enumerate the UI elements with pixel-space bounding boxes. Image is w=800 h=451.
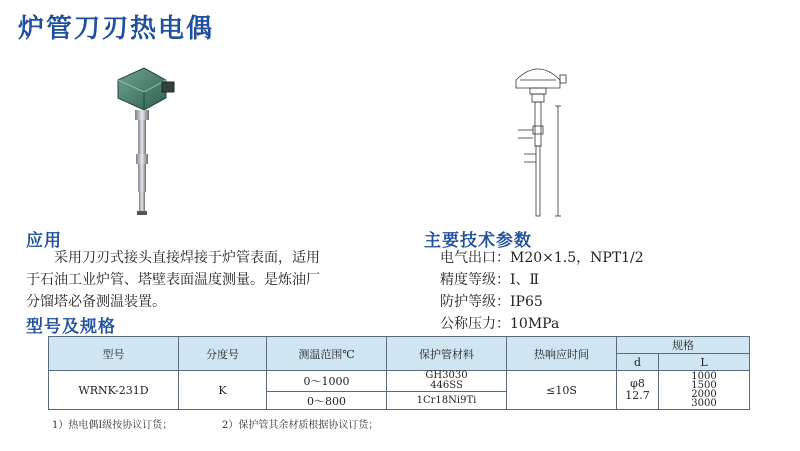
material-line: GH3030 bbox=[425, 370, 468, 381]
header-range: 测温范围℃ bbox=[267, 337, 387, 371]
cell-model: WRNK-231D bbox=[49, 371, 179, 410]
header-spec: 规格 bbox=[617, 337, 750, 354]
header-model: 型号 bbox=[49, 337, 179, 371]
application-line: 分馏塔必备测温装置。 bbox=[26, 294, 166, 310]
spec-item: 精度等级：Ⅰ、Ⅱ bbox=[440, 272, 540, 288]
spec-item: 公称压力：10MPa bbox=[440, 316, 560, 332]
page-title: 炉管刀刃热电偶 bbox=[18, 14, 215, 44]
specs-list bbox=[440, 247, 644, 335]
header-response: 热响应时间 bbox=[507, 337, 617, 371]
application-line: 采用刀刃式接头直接焊接于炉管表面，适用 bbox=[26, 250, 320, 266]
cell-material bbox=[387, 371, 507, 392]
d-value: φ8 bbox=[630, 377, 645, 390]
cell-L bbox=[659, 371, 750, 410]
spec-item: 电气出口：M20×1.5，NPT1/2 bbox=[440, 250, 644, 266]
spec-table bbox=[48, 336, 750, 410]
header-L: L bbox=[659, 354, 750, 371]
cell-range: 0～800 bbox=[267, 392, 387, 410]
specs-heading: 主要技术参数 bbox=[424, 231, 532, 251]
application-line: 于石油工业炉管、塔壁表面温度测量。是炼油厂 bbox=[26, 272, 320, 288]
model-heading: 型号及规格 bbox=[26, 317, 116, 337]
header-graduation: 分度号 bbox=[179, 337, 267, 371]
application-heading: 应用 bbox=[26, 231, 62, 251]
cell-material: 1Cr18Ni9Ti bbox=[387, 392, 507, 410]
cell-d bbox=[617, 371, 659, 410]
material-line: 446SS bbox=[430, 380, 463, 391]
header-d: d bbox=[617, 354, 659, 371]
cell-graduation: K bbox=[179, 371, 267, 410]
L-value: 1500 bbox=[691, 380, 717, 391]
L-value: 2000 bbox=[691, 389, 717, 400]
d-value: 12.7 bbox=[625, 389, 650, 402]
application-text bbox=[26, 247, 320, 313]
spec-item: 防护等级：IP65 bbox=[440, 294, 543, 310]
cell-range: 0～1000 bbox=[267, 371, 387, 392]
footnote-2: 2）保护管其余材质根据协议订货； bbox=[222, 420, 379, 431]
header-material: 保护管材料 bbox=[387, 337, 507, 371]
L-value: 1000 bbox=[691, 371, 717, 382]
footnote-1: 1）热电偶I级按协议订货； bbox=[52, 420, 173, 431]
L-value: 3000 bbox=[691, 398, 717, 409]
product-photo bbox=[100, 58, 190, 220]
technical-drawing bbox=[498, 58, 578, 230]
cell-response: ≤10S bbox=[507, 371, 617, 410]
